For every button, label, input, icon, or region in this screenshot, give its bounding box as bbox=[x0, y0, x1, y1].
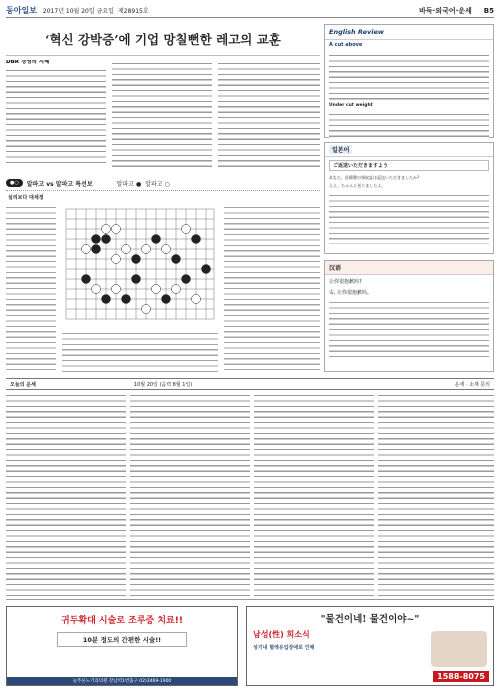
article-subhead: DBR 경영의 지혜 bbox=[6, 60, 50, 65]
go-text-left bbox=[6, 204, 56, 372]
english-text bbox=[329, 52, 489, 100]
japanese-title: 일본어 bbox=[329, 145, 352, 154]
japanese-subtitle: ご返送いただきますよう bbox=[329, 160, 489, 171]
english-item: A cut above bbox=[329, 42, 363, 48]
fortune-title: 오늘의 운세 bbox=[10, 381, 36, 388]
fortune-col-3 bbox=[254, 392, 374, 596]
fortune-col-1 bbox=[6, 392, 126, 596]
newspaper-logo: 동아일보 bbox=[6, 5, 37, 15]
fortune-col-2 bbox=[130, 392, 250, 596]
page-number: B5 bbox=[483, 6, 494, 15]
fortune-note: 운세 · 소재 문의 bbox=[454, 381, 490, 388]
article-col3 bbox=[218, 60, 320, 170]
chinese-line-1: 让你很抱歉吗? bbox=[329, 279, 362, 285]
section-title: 바둑·외국어·운세 bbox=[419, 6, 472, 15]
go-board bbox=[62, 205, 218, 325]
go-title: 알파고 vs 알파고 특선보 bbox=[26, 180, 93, 188]
chinese-box bbox=[324, 260, 494, 372]
english-review-title: English Review bbox=[325, 25, 493, 40]
english-section2: Under cut weight bbox=[329, 103, 373, 108]
masthead bbox=[6, 4, 494, 18]
masthead-date: 2017년 10월 20일 금요일 bbox=[42, 8, 114, 15]
go-text-right bbox=[224, 204, 320, 372]
masthead-issue: 제28915호 bbox=[117, 8, 149, 15]
ad-right-phone: 1588-8075 bbox=[433, 671, 489, 682]
article-col2 bbox=[112, 60, 212, 170]
japanese-notes bbox=[329, 192, 489, 244]
ad-right-title: "물건이네! 물건이야~" bbox=[320, 614, 420, 625]
article-col1-placeholder bbox=[6, 67, 106, 167]
ad-left bbox=[6, 606, 238, 686]
headline: ‘혁신 강박증’에 기업 망칠뻔한 레고의 교훈 bbox=[6, 24, 320, 56]
go-legend-1: 알파고 ● bbox=[116, 180, 142, 188]
go-text-bottom bbox=[62, 330, 218, 372]
fortune-date: 10월 20일 (음력 8월 1일) bbox=[133, 381, 193, 388]
go-subhead: 실리보다 대세정 bbox=[8, 195, 44, 201]
english-review-box bbox=[324, 24, 494, 138]
fortune-col-4 bbox=[378, 392, 494, 596]
fortune-grid bbox=[6, 392, 494, 600]
ad-right-sub: 남성(性) 희소식 bbox=[253, 630, 310, 639]
go-badge: ●○ bbox=[6, 179, 23, 187]
ad-right-photo bbox=[431, 631, 487, 667]
fortune-header bbox=[6, 378, 494, 390]
article-body bbox=[6, 60, 320, 172]
japanese-line-2: ええ、ちゃんと送りましたよ。 bbox=[329, 183, 386, 188]
ad-right-sub2: 성기내 혈액유입장애로 인해 bbox=[253, 645, 315, 651]
japanese-line-1: あなた、医療費の領収証は返送いただきましたか? bbox=[329, 175, 420, 180]
ad-right bbox=[246, 606, 494, 686]
chinese-line-2: 숙, 让你很抱歉吗。 bbox=[329, 290, 373, 296]
english-text2 bbox=[329, 111, 489, 141]
go-bar bbox=[6, 176, 320, 191]
ad-left-sub: 10분 정도의 간편한 시술!! bbox=[57, 632, 187, 647]
ad-left-footer: 늘푸른노기과의원 강남역1번출구 02)3469-1900 bbox=[7, 677, 237, 685]
ad-left-title: 귀두확대 시술로 조루증 치료!! bbox=[61, 616, 183, 626]
chinese-notes bbox=[329, 299, 489, 361]
japanese-box bbox=[324, 142, 494, 254]
go-legend-2: 알파고 ○ bbox=[145, 180, 170, 188]
chinese-title: 汉语 bbox=[325, 261, 493, 275]
